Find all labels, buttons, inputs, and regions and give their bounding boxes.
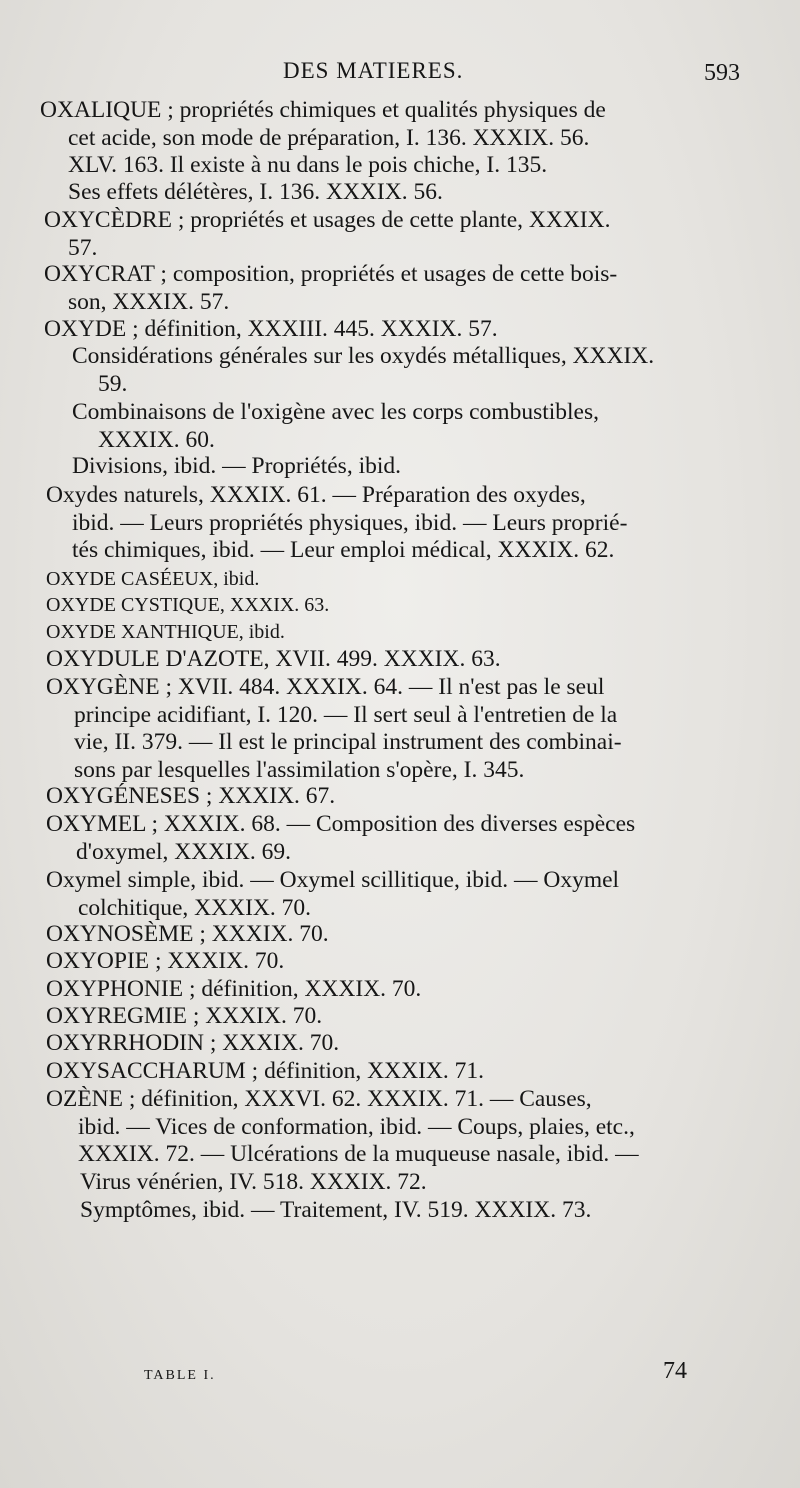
index-line: XLV. 163. Il existe à nu dans le pois chiche, I. 135. xyxy=(68,152,548,178)
index-line: colchitique, XXXIX. 70. xyxy=(78,895,311,921)
index-line: principe acidifiant, I. 120. — Il sert seul à l'entretien de la xyxy=(74,702,618,728)
index-line: OXYREGMIE ; XXXIX. 70. xyxy=(46,1003,323,1029)
index-line: Divisions, ibid. — Propriétés, ibid. xyxy=(72,453,401,479)
index-line: OXYGÈNE ; XVII. 484. XXXIX. 64. — Il n'est pas le seul xyxy=(46,674,605,700)
index-line: sons par lesquelles l'assimilation s'opère, I. 345. xyxy=(74,757,525,783)
running-header xyxy=(0,58,800,92)
index-line: cet acide, son mode de préparation, I. 136. XXXIX. 56. xyxy=(68,125,590,151)
index-line: Ses effets délétères, I. 136. XXXIX. 56. xyxy=(68,179,443,205)
index-line: Considérations générales sur les oxydés métalliques, XXXIX. xyxy=(72,343,655,369)
index-line: OXYCRAT ; composition, propriétés et usages de cette bois- xyxy=(44,261,618,287)
index-line: OXYDE CASÉEUX, ibid. xyxy=(46,568,260,590)
index-line: OXYSACCHARUM ; définition, XXXIX. 71. xyxy=(46,1058,485,1084)
index-line: Oxymel simple, ibid. — Oxymel scillitique, ibid. — Oxymel xyxy=(46,867,620,893)
index-line: XXXIX. 60. xyxy=(98,427,215,453)
index-line: OXYDE ; définition, XXXIII. 445. XXXIX. 57. xyxy=(44,316,498,342)
index-line: Combinaisons de l'oxigène avec les corps combustibles, xyxy=(72,399,600,425)
index-line: OXYPHONIE ; définition, XXXIX. 70. xyxy=(46,976,422,1002)
index-line: Virus vénérien, IV. 518. XXXIX. 72. xyxy=(80,1169,427,1195)
page-number: 593 xyxy=(704,60,740,86)
index-line: ibid. — Vices de conformation, ibid. — Coups, plaies, etc., xyxy=(78,1114,635,1140)
index-line: OXYDULE D'AZOTE, XVII. 499. XXXIX. 63. xyxy=(46,646,501,672)
index-line: OXYRRHODIN ; XXXIX. 70. xyxy=(46,1030,340,1056)
index-line: 57. xyxy=(68,235,98,261)
index-line: OXYOPIE ; XXXIX. 70. xyxy=(46,948,285,974)
index-line: XXXIX. 72. — Ulcérations de la muqueuse nasale, ibid. — xyxy=(78,1141,639,1167)
index-line: OXYCÈDRE ; propriétés et usages de cette plante, XXXIX. xyxy=(44,207,611,233)
index-line: 59. xyxy=(98,371,128,397)
index-line: OXYDE CYSTIQUE, XXXIX. 63. xyxy=(46,594,330,616)
index-line: Symptômes, ibid. — Traitement, IV. 519. XXXIX. 73. xyxy=(80,1197,592,1223)
index-line: ibid. — Leurs propriétés physiques, ibid. — Leurs proprié- xyxy=(72,510,628,536)
index-line: OZÈNE ; définition, XXXVI. 62. XXXIX. 71. — Causes, xyxy=(46,1086,592,1112)
index-line: OXYGÉNESES ; XXXIX. 67. xyxy=(46,783,336,809)
index-line: tés chimiques, ibid. — Leur emploi médical, XXXIX. 62. xyxy=(72,537,615,563)
signature-number: 74 xyxy=(663,1358,687,1384)
index-line: son, XXXIX. 57. xyxy=(68,289,230,315)
index-line: Oxydes naturels, XXXIX. 61. — Préparation des oxydes, xyxy=(46,482,586,508)
index-line: OXYMEL ; XXXIX. 68. — Composition des diverses espèces xyxy=(46,811,636,837)
index-line: OXYDE XANTHIQUE, ibid. xyxy=(46,621,285,643)
signature-mark: TABLE I. xyxy=(144,1368,216,1383)
index-line: d'oxymel, XXXIX. 69. xyxy=(76,839,292,865)
header-title: DES MATIERES. xyxy=(283,58,464,83)
index-line: OXYNOSÈME ; XXXIX. 70. xyxy=(46,921,329,947)
index-line: OXALIQUE ; propriétés chimiques et qualités physiques de xyxy=(40,97,606,123)
index-line: vie, II. 379. — Il est le principal instrument des combinai- xyxy=(74,729,622,755)
